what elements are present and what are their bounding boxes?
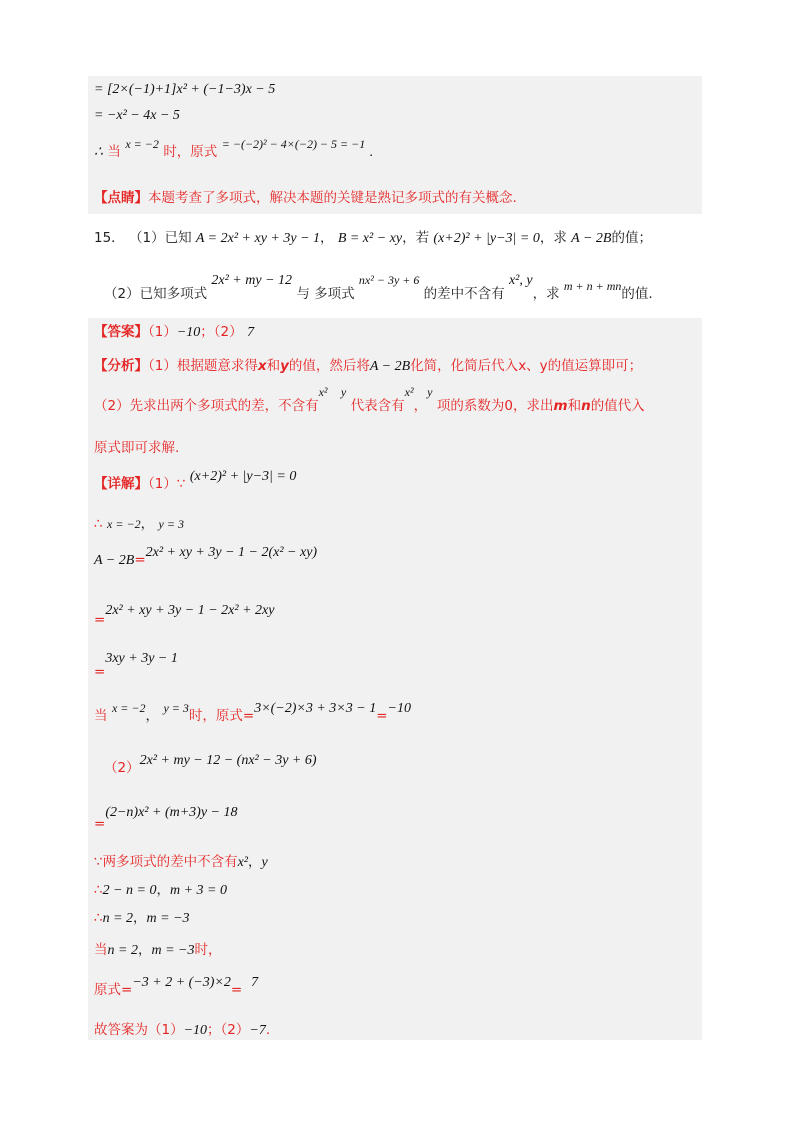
step-1-expression: 2x² + xy + 3y − 1 − 2(x² − xy) <box>145 545 318 560</box>
analysis-text: 代表含有 <box>350 398 405 414</box>
then-text: 时，原式= <box>188 708 255 724</box>
term-x2: x² <box>237 855 249 870</box>
detail-line-9 <box>94 852 268 873</box>
condition-equation: (x+2)² + |y−3| = 0 <box>189 469 297 484</box>
term-y: y <box>261 855 268 870</box>
answer-part1: （1） <box>148 324 177 340</box>
solution-block <box>88 318 702 1040</box>
detail-line-10 <box>94 880 227 901</box>
top-step-1: = [2×(−1)+1]x² + (−1−3)x − 5 <box>94 82 276 97</box>
comma: ， <box>137 942 152 958</box>
analysis-line-3: 原式即可求解. <box>94 440 180 456</box>
term-y: y <box>340 385 347 399</box>
detail-line-1 <box>94 469 297 495</box>
term-x2: x² <box>404 385 414 399</box>
var-x: x <box>257 358 267 374</box>
expression: A − 2B <box>369 359 411 374</box>
equals-sign: = <box>94 816 106 832</box>
condition-equation: (x+2)² + |y−3| = 0 <box>433 231 540 246</box>
var-m: m <box>553 398 568 414</box>
y-value: y = 3 <box>158 517 184 531</box>
n-value: n = 2 <box>107 943 138 958</box>
analysis-text: 的值，然后将 <box>288 358 370 374</box>
equals-sign: = <box>134 552 146 568</box>
polynomial-1: 2x² + my − 12 <box>211 273 293 288</box>
therefore-symbol: ∴ <box>94 910 103 926</box>
detail-line-5 <box>94 648 178 680</box>
detail-line-6 <box>94 701 411 727</box>
comment-label: 【点睛】 <box>94 190 148 206</box>
detail-line-3 <box>94 545 318 571</box>
and-word: 和 <box>567 398 582 414</box>
therefore-symbol: ∴ <box>94 145 103 160</box>
analysis-text: （2）先求出两个多项式的差，不含有 <box>94 398 319 414</box>
excluded-terms: x², y <box>508 273 533 288</box>
detail-line-13 <box>94 975 259 1001</box>
top-step-3 <box>94 137 374 163</box>
detail-line-11 <box>94 908 190 929</box>
answer-separator: ；（2） <box>200 324 243 340</box>
conclusion-text: 故答案为（1） <box>94 1022 184 1038</box>
term-y: y <box>427 385 433 399</box>
detail-label: 【详解】 <box>94 476 148 492</box>
evaluation-math: = −(−2)² − 4×(−2) − 5 = −1 <box>221 137 366 151</box>
n-value: n = 2 <box>102 911 134 926</box>
period: . <box>265 1022 271 1038</box>
polynomial-2: nx² − 3y + 6 <box>358 273 420 287</box>
equation-n: 2 − n = 0 <box>102 883 157 898</box>
problem-part-2 <box>104 273 653 305</box>
detail-line-2 <box>94 514 184 534</box>
y-value: y = 3 <box>163 701 189 715</box>
conclusion-line <box>94 1020 270 1041</box>
target-expression: A − 2B <box>571 231 612 246</box>
problem-number: 15． <box>94 230 125 246</box>
answer-value-1: −10 <box>176 325 201 340</box>
conclusion-value-2: −7 <box>249 1023 266 1038</box>
original-expression-label: 原式= <box>94 982 133 998</box>
part2-intro: （2）已知多项式 <box>104 286 208 302</box>
detail-line-7 <box>104 753 317 779</box>
comma: ， <box>320 230 334 246</box>
and-word: 与 多项式 <box>296 286 355 302</box>
polynomial-A: A = 2x² + xy + 3y − 1 <box>195 231 321 246</box>
result-value: −10 <box>387 701 411 716</box>
because-symbol: （1）∵ <box>148 476 186 492</box>
equals-sign: = <box>230 982 243 998</box>
conclusion-value-1: −10 <box>183 1023 208 1038</box>
problem-part-1 <box>94 228 652 249</box>
x-value: x = −2 <box>107 517 141 531</box>
then-text: 时， <box>194 942 222 958</box>
analysis-text: 项的系数为0，求出 <box>436 398 554 414</box>
comma: ， <box>248 854 262 870</box>
detail-line-8 <box>94 802 238 832</box>
comment-line <box>94 188 517 208</box>
analysis-text: 化简，化简后代入 <box>410 358 519 374</box>
part2-mid: 的差中不含有 <box>423 286 505 302</box>
simplified-expression: (2−n)x² + (m+3)y − 18 <box>105 805 238 820</box>
if-word: ，若 <box>402 230 430 246</box>
term-x2: x² <box>318 385 328 399</box>
because-text: ∵两多项式的差中不含有 <box>94 854 238 870</box>
top-step-2: = −x² − 4x − 5 <box>94 108 180 123</box>
and-word: 和 <box>266 358 281 374</box>
comma: ， <box>413 398 428 414</box>
step-2-expression: 2x² + xy + 3y − 1 − 2x² + 2xy <box>105 603 275 618</box>
difference-expression: 2x² + my − 12 − (nx² − 3y + 6) <box>139 753 317 768</box>
condition-math: x = −2 <box>125 137 159 151</box>
analysis-line-1 <box>94 356 642 377</box>
vars-xy: x、y <box>518 358 548 374</box>
when-word: 当 <box>94 942 108 958</box>
part2-end: 的值. <box>621 286 653 302</box>
detail-line-12 <box>94 940 221 961</box>
analysis-label: 【分析】 <box>94 358 148 374</box>
equals-sign: = <box>94 664 106 680</box>
equals-sign: = <box>376 708 388 724</box>
ask-word-2: ，求 <box>532 286 560 302</box>
therefore-symbol: ∴ <box>94 882 103 898</box>
equals-sign: = <box>94 612 106 628</box>
comma: ， <box>145 708 159 724</box>
var-n: n <box>581 398 591 414</box>
lhs-expression: A − 2B <box>94 553 135 568</box>
var-y: y <box>280 358 289 374</box>
m-value: m = −3 <box>151 943 195 958</box>
when-word: 当 <box>107 144 121 160</box>
part1-intro: （1）已知 <box>128 230 192 246</box>
x-value: x = −2 <box>111 701 146 715</box>
comment-text: 本题考查了多项式，解决本题的关键是熟记多项式的有关概念. <box>148 190 517 206</box>
ask-word: ，求 <box>539 230 567 246</box>
then-text: 时，原式 <box>163 144 218 160</box>
when-word: 当 <box>94 708 108 724</box>
m-value: m = −3 <box>146 911 190 926</box>
period: . <box>369 145 374 160</box>
comma: ， <box>156 882 170 898</box>
therefore-symbol: ∴ <box>94 516 103 532</box>
analysis-text: 的值代入 <box>590 398 645 414</box>
conclusion-separator: ；（2） <box>207 1022 250 1038</box>
detail-line-4 <box>94 600 275 628</box>
part2-label: （2） <box>104 760 140 776</box>
final-substitution: −3 + 2 + (−3)×2 <box>132 975 231 990</box>
analysis-text: （1）根据题意求得 <box>148 358 258 374</box>
answer-line <box>94 322 254 343</box>
analysis-text: 的值运算即可； <box>547 358 643 374</box>
target-expression-2: m + n + mn <box>563 279 622 293</box>
comma: ， <box>140 516 155 532</box>
equation-m: m + 3 = 0 <box>170 883 228 898</box>
part1-end: 的值； <box>611 230 652 246</box>
answer-label: 【答案】 <box>94 324 148 340</box>
step-3-expression: 3xy + 3y − 1 <box>105 651 178 666</box>
answer-value-2: 7 <box>247 325 255 340</box>
final-result: 7 <box>251 975 259 990</box>
analysis-line-2 <box>94 385 645 416</box>
comma: ， <box>133 910 147 926</box>
polynomial-B: B = x² − xy <box>337 231 403 246</box>
substitution-expression: 3×(−2)×3 + 3×3 − 1 <box>254 701 377 716</box>
